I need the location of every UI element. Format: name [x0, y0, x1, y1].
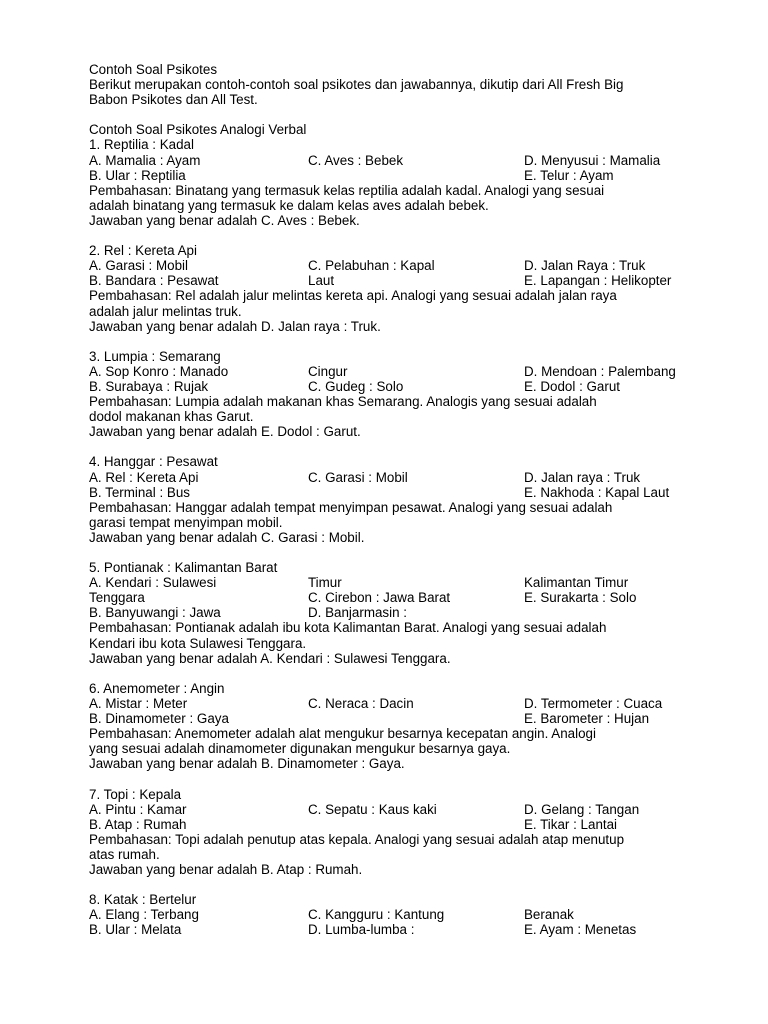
document-content [89, 62, 709, 937]
option-cell: D. Gelang : Tangan [524, 801, 640, 817]
option-cell: D. Jalan Raya : Truk [524, 258, 646, 274]
option-row [89, 817, 709, 832]
option-cell: Tenggara [89, 590, 145, 606]
option-cell: E. Telur : Ayam [524, 167, 614, 183]
option-cell: C. Kangguru : Kantung [308, 907, 445, 923]
explanation-line: adalah binatang yang termasuk ke dalam kelas aves adalah bebek. [89, 197, 489, 213]
option-cell [308, 168, 524, 183]
intro-line: Berikut merupakan contoh-contoh soal psikotes dan jawabannya, dikutip dari All Fresh Big [89, 77, 624, 93]
option-cell: A. Garasi : Mobil [89, 258, 188, 274]
question-block [89, 892, 709, 937]
question-prompt: 2. Rel : Kereta Api [89, 243, 197, 259]
option-cell: B. Ular : Reptilia [89, 167, 186, 183]
option-cell: Laut [308, 273, 335, 289]
option-cell: A. Mamalia : Ayam [89, 152, 201, 168]
option-cell: B. Dinamometer : Gaya [89, 711, 229, 727]
question-prompt: 3. Lumpia : Semarang [89, 348, 221, 364]
question-prompt: 8. Katak : Bertelur [89, 892, 197, 908]
option-cell: Timur [308, 575, 342, 591]
option-cell: D. Menyusui : Mamalia [524, 152, 661, 168]
question-block [89, 681, 709, 787]
option-cell: C. Sepatu : Kaus kaki [308, 801, 437, 817]
question-block [89, 349, 709, 455]
option-row [89, 364, 709, 379]
option-cell [308, 711, 524, 726]
option-row [89, 802, 709, 817]
explanation-line: Kendari ibu kota Sulawesi Tenggara. [89, 635, 307, 651]
explanation-line: Pembahasan: Hanggar adalah tempat menyimpan pesawat. Analogi yang sesuai adalah [89, 499, 613, 515]
question-prompt: 7. Topi : Kepala [89, 786, 182, 802]
intro-line: Babon Psikotes dan All Test. [89, 92, 258, 108]
answer-line: Jawaban yang benar adalah B. Dinamometer : Gaya. [89, 756, 405, 772]
explanation-line: Pembahasan: Pontianak adalah ibu kota Kalimantan Barat. Analogi yang sesuai adalah [89, 620, 607, 636]
option-cell: C. Neraca : Dacin [308, 695, 414, 711]
option-row [89, 485, 709, 500]
option-cell: Beranak [524, 907, 574, 923]
question-block [89, 454, 709, 560]
option-cell: D. Mendoan : Palembang [524, 363, 676, 379]
spacer [89, 439, 709, 454]
option-row [89, 711, 709, 726]
option-cell: B. Surabaya : Rujak [89, 378, 209, 394]
option-cell: B. Banyuwangi : Jawa [89, 605, 221, 621]
explanation-line: Pembahasan: Lumpia adalah makanan khas Semarang. Analogis yang sesuai adalah [89, 394, 597, 410]
answer-line: Jawaban yang benar adalah C. Aves : Bebek. [89, 212, 360, 228]
explanation-line: garasi tempat menyimpan mobil. [89, 514, 283, 530]
option-row [89, 575, 709, 590]
option-cell: B. Terminal : Bus [89, 484, 190, 500]
option-cell: C. Gudeg : Solo [308, 378, 404, 394]
spacer [89, 771, 709, 786]
explanation-line: Pembahasan: Anemometer adalah alat mengukur besarnya kecepatan angin. Analogi [89, 726, 596, 742]
option-row [89, 379, 709, 394]
option-cell [524, 605, 709, 620]
question-block [89, 787, 709, 893]
question-prompt: 6. Anemometer : Angin [89, 680, 225, 696]
option-cell: E. Nakhoda : Kapal Laut [524, 484, 670, 500]
answer-line: Jawaban yang benar adalah D. Jalan raya : Truk. [89, 318, 381, 334]
spacer [89, 107, 709, 122]
option-row [89, 168, 709, 183]
question-block [89, 560, 709, 681]
spacer [89, 545, 709, 560]
spacer [89, 228, 709, 243]
explanation-line: Pembahasan: Rel adalah jalur melintas kereta api. Analogi yang sesuai adalah jalan raya [89, 288, 617, 304]
option-cell [308, 817, 524, 832]
option-cell: D. Termometer : Cuaca [524, 695, 663, 711]
option-cell: E. Tikar : Lantai [524, 816, 618, 832]
option-cell: D. Lumba-lumba : [308, 922, 415, 938]
option-row [89, 258, 709, 273]
question-block [89, 137, 709, 243]
option-cell: D. Banjarmasin : [308, 605, 407, 621]
explanation-line: yang sesuai adalah dinamometer digunakan mengukur besarnya gaya. [89, 741, 511, 757]
option-row [89, 907, 709, 922]
option-row [89, 590, 709, 605]
explanation-line: Pembahasan: Topi adalah penutup atas kepala. Analogi yang sesuai adalah atap menutup [89, 831, 625, 847]
spacer [89, 666, 709, 681]
explanation-line: Pembahasan: Binatang yang termasuk kelas reptilia adalah kadal. Analogi yang sesuai [89, 182, 605, 198]
option-cell: B. Atap : Rumah [89, 816, 187, 832]
answer-line: Jawaban yang benar adalah C. Garasi : Mobil. [89, 529, 365, 545]
option-cell: E. Ayam : Menetas [524, 922, 637, 938]
question-prompt: 1. Reptilia : Kadal [89, 137, 194, 153]
option-cell: E. Lapangan : Helikopter [524, 273, 672, 289]
option-row [89, 605, 709, 620]
option-cell: A. Pintu : Kamar [89, 801, 187, 817]
option-cell: C. Cirebon : Jawa Barat [308, 590, 451, 606]
question-prompt: 4. Hanggar : Pesawat [89, 454, 218, 470]
option-row [89, 696, 709, 711]
option-row [89, 273, 709, 288]
option-row [89, 153, 709, 168]
option-cell: Cingur [308, 363, 348, 379]
answer-line: Jawaban yang benar adalah B. Atap : Rumah. [89, 861, 363, 877]
explanation-line: atas rumah. [89, 846, 160, 862]
option-cell: A. Kendari : Sulawesi [89, 575, 217, 591]
explanation-line: dodol makanan khas Garut. [89, 409, 254, 425]
option-cell: A. Rel : Kereta Api [89, 469, 199, 485]
option-cell: D. Jalan raya : Truk [524, 469, 641, 485]
option-cell: E. Dodol : Garut [524, 378, 621, 394]
option-row [89, 470, 709, 485]
spacer [89, 877, 709, 892]
option-cell: A. Elang : Terbang [89, 907, 199, 923]
answer-line: Jawaban yang benar adalah E. Dodol : Garut. [89, 424, 361, 440]
option-cell: C. Garasi : Mobil [308, 469, 408, 485]
answer-line: Jawaban yang benar adalah A. Kendari : Sulawesi Tenggara. [89, 650, 451, 666]
option-cell: B. Bandara : Pesawat [89, 273, 219, 289]
option-cell: A. Mistar : Meter [89, 695, 188, 711]
spacer [89, 334, 709, 349]
option-cell: E. Surakarta : Solo [524, 590, 637, 606]
option-cell: C. Aves : Bebek [308, 152, 404, 168]
question-block [89, 243, 709, 349]
option-cell: A. Sop Konro : Manado [89, 363, 229, 379]
document-title: Contoh Soal Psikotes [89, 62, 218, 77]
question-prompt: 5. Pontianak : Kalimantan Barat [89, 560, 278, 576]
question-list [89, 137, 709, 937]
section-title: Contoh Soal Psikotes Analogi Verbal [89, 122, 307, 138]
option-cell: Kalimantan Timur [524, 575, 629, 591]
option-cell: C. Pelabuhan : Kapal [308, 258, 435, 274]
option-cell [308, 485, 524, 500]
option-cell: B. Ular : Melata [89, 922, 182, 938]
option-row [89, 922, 709, 937]
explanation-line: adalah jalur melintas truk. [89, 303, 242, 319]
option-cell: E. Barometer : Hujan [524, 711, 650, 727]
